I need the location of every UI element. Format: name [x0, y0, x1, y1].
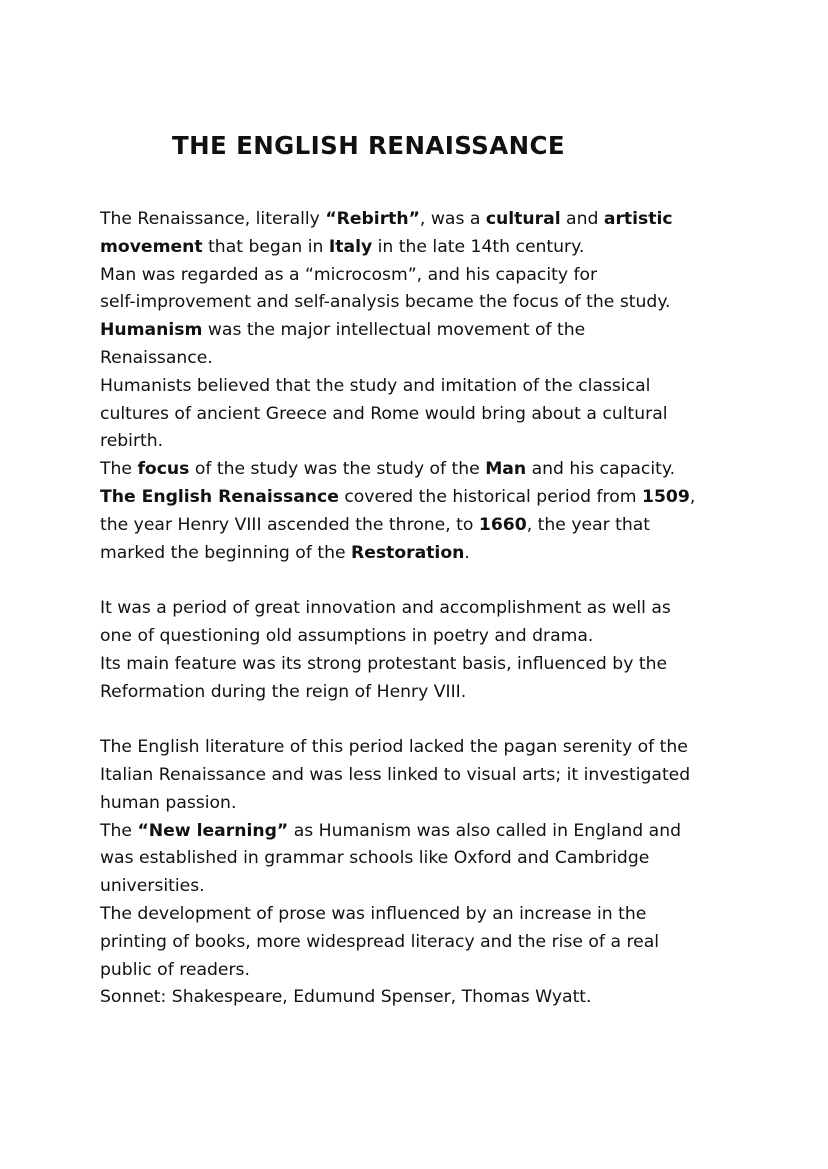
text-line: It was a period of great innovation and accomplishment as well as	[100, 598, 671, 619]
text-line: universities.	[100, 876, 205, 897]
text-line: rebirth.	[100, 431, 164, 452]
emphasis-new-learning: “New learning”	[137, 820, 289, 841]
paragraph-intro	[100, 206, 740, 567]
paragraph-spacer	[100, 706, 740, 734]
emphasis-italy: Italy	[328, 236, 373, 257]
text-line: Humanism was the major intellectual movement of the	[100, 320, 586, 341]
text-line: public of readers.	[100, 959, 250, 980]
emphasis-restoration: Restoration	[351, 542, 465, 563]
text-line: Its main feature was its strong protestant basis, influenced by the	[100, 653, 668, 674]
paragraph-literature	[100, 734, 740, 1012]
emphasis-1509: 1509	[641, 486, 690, 507]
document-body	[100, 206, 740, 1012]
text-line: Italian Renaissance and was less linked to visual arts; it investigated	[100, 764, 691, 785]
text-line: The focus of the study was the study of the Man and his capacity.	[100, 459, 676, 480]
text-line: Sonnet: Shakespeare, Edumund Spenser, Thomas Wyatt.	[100, 987, 592, 1008]
emphasis-cultural: cultural	[485, 209, 561, 229]
text-line: Reformation during the reign of Henry VIII.	[100, 681, 467, 702]
text-line: The “New learning” as Humanism was also called in England and	[100, 820, 682, 841]
text-line: Renaissance.	[100, 347, 213, 368]
paragraph-spacer	[100, 567, 740, 595]
emphasis-focus: focus	[137, 459, 190, 480]
text-line: the year Henry VIII ascended the throne, to 1660, the year that	[100, 514, 651, 535]
text-line: Man was regarded as a “microcosm”, and his capacity for	[100, 264, 598, 285]
emphasis-man: Man	[485, 459, 527, 480]
text-line: The English Renaissance covered the historical period from 1509,	[100, 486, 696, 507]
text-line: The Renaissance, literally “Rebirth”, was a cultural and artistic	[100, 209, 673, 229]
text-line: cultures of ancient Greece and Rome would bring about a cultural	[100, 403, 668, 424]
emphasis-english-renaissance: The English Renaissance	[100, 486, 339, 507]
text-line: was established in grammar schools like Oxford and Cambridge	[100, 848, 650, 869]
text-line: movement that began in Italy in the late 14th century.	[100, 236, 585, 257]
page-title: THE ENGLISH RENAISSANCE	[172, 131, 565, 160]
emphasis-movement: movement	[100, 236, 203, 257]
paragraph-period	[100, 595, 740, 706]
text-line: human passion.	[100, 792, 237, 813]
text-line: printing of books, more widespread literacy and the rise of a real	[100, 931, 660, 952]
emphasis-1660: 1660	[478, 514, 527, 535]
text-line: self-improvement and self-analysis became the focus of the study.	[100, 292, 671, 313]
text-line: The English literature of this period lacked the pagan serenity of the	[100, 737, 688, 758]
emphasis-rebirth: “Rebirth”	[325, 209, 420, 229]
text-line: Humanists believed that the study and imitation of the classical	[100, 375, 651, 396]
text-line: marked the beginning of the Restoration.	[100, 542, 470, 563]
text-line: one of questioning old assumptions in poetry and drama.	[100, 625, 594, 646]
emphasis-humanism: Humanism	[100, 320, 203, 341]
text-line: The development of prose was influenced by an increase in the	[100, 903, 647, 924]
emphasis-artistic: artistic	[603, 209, 673, 229]
